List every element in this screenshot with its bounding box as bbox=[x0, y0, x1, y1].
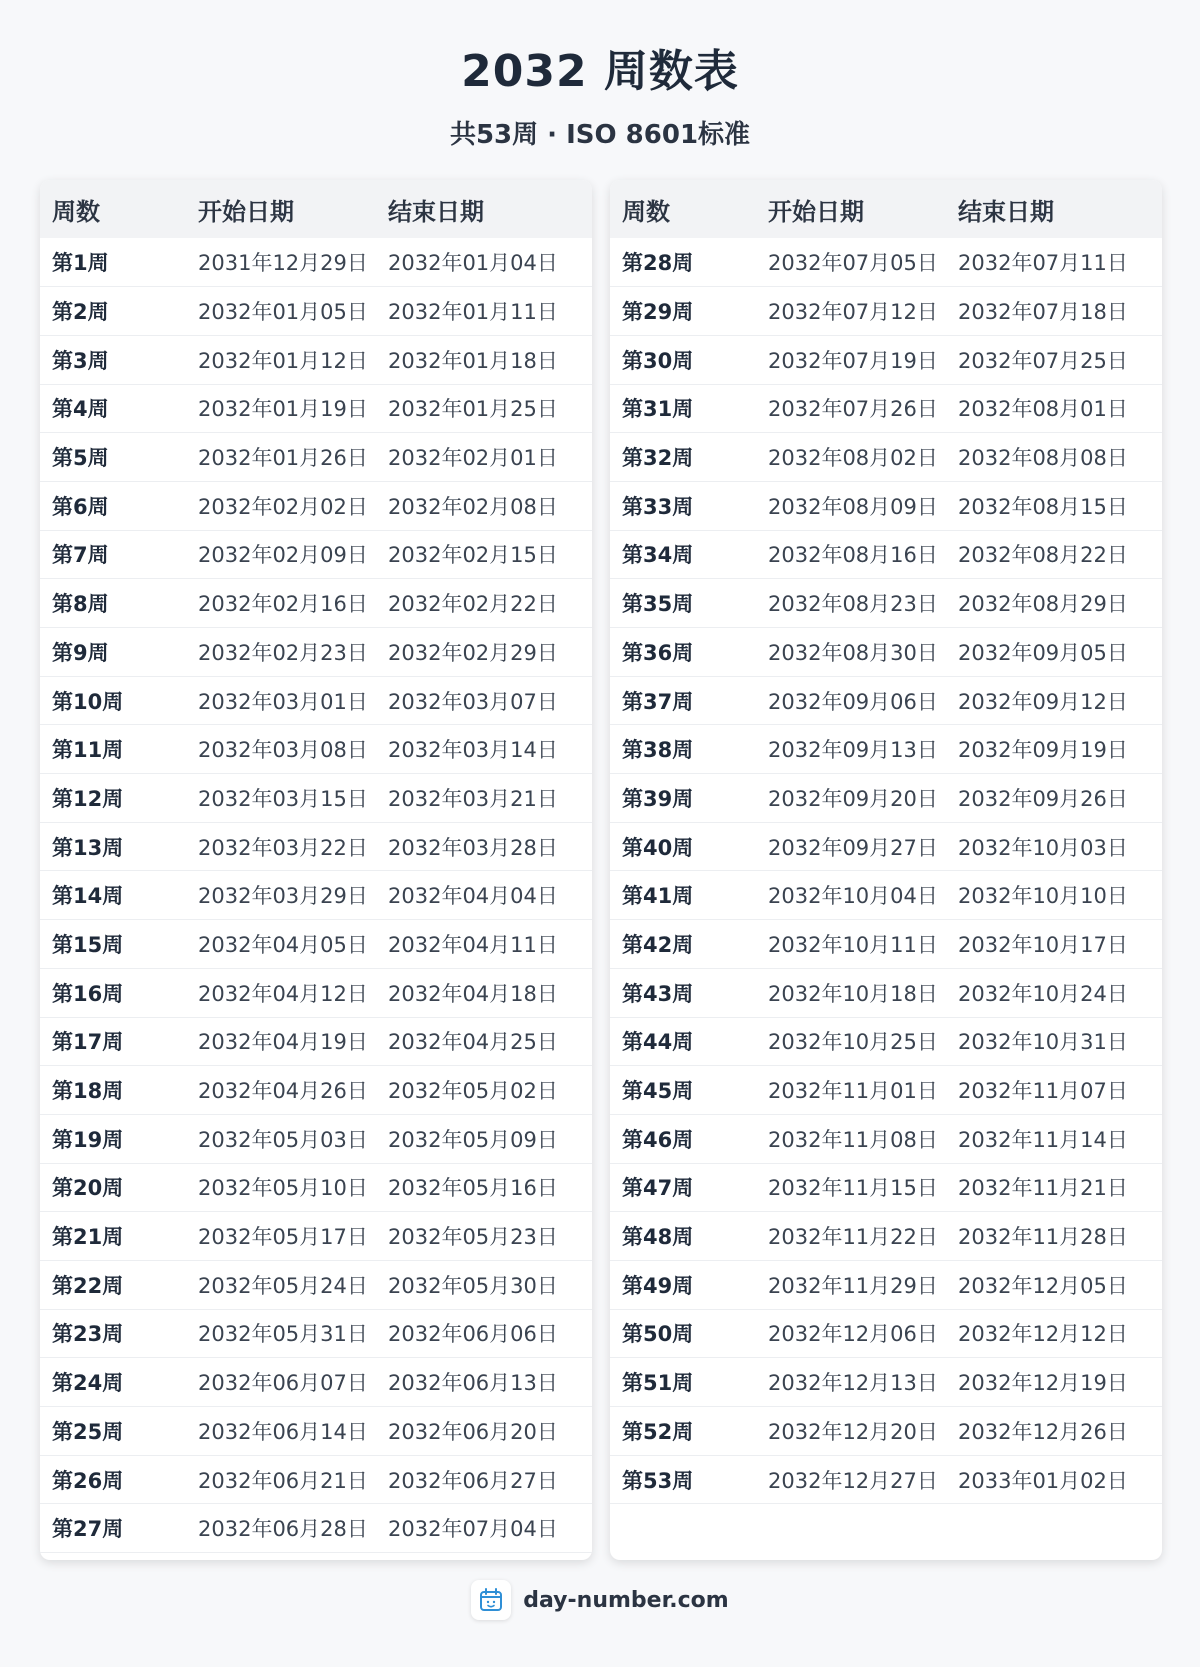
table-row bbox=[40, 871, 592, 920]
table-row bbox=[610, 1260, 1162, 1309]
table-row bbox=[40, 481, 592, 530]
end-date-cell: 2032年08月22日 bbox=[958, 543, 1128, 568]
table-row bbox=[610, 335, 1162, 384]
table-row bbox=[610, 1358, 1162, 1407]
start-date-cell: 2032年09月06日 bbox=[768, 689, 938, 714]
week-cell: 第10周 bbox=[52, 689, 124, 714]
table-row bbox=[610, 1212, 1162, 1261]
table-row bbox=[610, 481, 1162, 530]
start-date-cell: 2032年06月21日 bbox=[198, 1468, 368, 1493]
week-cell: 第3周 bbox=[52, 348, 109, 373]
end-date-cell: 2032年01月11日 bbox=[388, 300, 558, 325]
week-cell: 第15周 bbox=[52, 932, 124, 957]
table-row bbox=[610, 628, 1162, 677]
week-cell: 第34周 bbox=[622, 543, 694, 568]
start-date-cell: 2032年12月06日 bbox=[768, 1322, 938, 1347]
end-date-cell: 2032年06月13日 bbox=[388, 1371, 558, 1396]
table-row bbox=[610, 287, 1162, 336]
week-cell: 第41周 bbox=[622, 884, 694, 909]
end-date-cell: 2032年09月19日 bbox=[958, 738, 1128, 763]
end-date-cell: 2032年04月04日 bbox=[388, 884, 558, 909]
week-cell: 第14周 bbox=[52, 884, 124, 909]
end-date-cell: 2032年07月04日 bbox=[388, 1517, 558, 1542]
week-cell: 第4周 bbox=[52, 397, 109, 422]
week-cell: 第52周 bbox=[622, 1419, 694, 1444]
week-cell: 第26周 bbox=[52, 1468, 124, 1493]
week-cell: 第44周 bbox=[622, 1030, 694, 1055]
week-cell: 第11周 bbox=[52, 738, 124, 763]
end-date-cell: 2032年10月03日 bbox=[958, 835, 1128, 860]
end-date-cell: 2032年12月26日 bbox=[958, 1419, 1128, 1444]
table-row bbox=[40, 774, 592, 823]
table-row bbox=[40, 530, 592, 579]
end-date-cell: 2032年05月09日 bbox=[388, 1127, 558, 1152]
start-date-cell: 2032年01月05日 bbox=[198, 300, 368, 325]
start-date-cell: 2032年07月12日 bbox=[768, 300, 938, 325]
week-table-panel-left bbox=[40, 180, 592, 1560]
week-cell: 第42周 bbox=[622, 932, 694, 957]
week-cell: 第12周 bbox=[52, 786, 124, 811]
start-date-cell: 2032年11月29日 bbox=[768, 1273, 938, 1298]
table-row bbox=[40, 1260, 592, 1309]
week-cell: 第49周 bbox=[622, 1273, 694, 1298]
end-date-cell: 2032年11月28日 bbox=[958, 1225, 1128, 1250]
end-date-cell: 2032年06月06日 bbox=[388, 1322, 558, 1347]
start-date-cell: 2032年03月29日 bbox=[198, 884, 368, 909]
week-cell: 第37周 bbox=[622, 689, 694, 714]
end-date-cell: 2032年11月14日 bbox=[958, 1127, 1128, 1152]
week-table-left bbox=[40, 180, 592, 1553]
end-date-cell: 2032年01月18日 bbox=[388, 348, 558, 373]
table-row bbox=[610, 871, 1162, 920]
table-row bbox=[40, 628, 592, 677]
week-cell: 第38周 bbox=[622, 738, 694, 763]
start-date-cell: 2032年07月19日 bbox=[768, 348, 938, 373]
end-date-cell: 2032年12月05日 bbox=[958, 1273, 1128, 1298]
table-row bbox=[610, 725, 1162, 774]
start-date-cell: 2032年03月22日 bbox=[198, 835, 368, 860]
week-cell: 第25周 bbox=[52, 1419, 124, 1444]
table-row bbox=[610, 1455, 1162, 1504]
week-cell: 第9周 bbox=[52, 640, 109, 665]
week-cell: 第8周 bbox=[52, 592, 109, 617]
end-date-cell: 2032年05月23日 bbox=[388, 1225, 558, 1250]
page-subtitle: 共53周 · ISO 8601标准 bbox=[449, 120, 751, 150]
end-date-cell: 2032年01月04日 bbox=[388, 251, 558, 276]
start-date-cell: 2032年09月20日 bbox=[768, 786, 938, 811]
table-row bbox=[610, 1407, 1162, 1456]
start-date-cell: 2032年05月10日 bbox=[198, 1176, 368, 1201]
start-date-cell: 2032年12月27日 bbox=[768, 1468, 938, 1493]
start-date-cell: 2032年09月27日 bbox=[768, 835, 938, 860]
table-header-row bbox=[40, 180, 592, 238]
end-date-cell: 2032年09月12日 bbox=[958, 689, 1128, 714]
start-date-cell: 2032年05月24日 bbox=[198, 1273, 368, 1298]
header-week: 周数 bbox=[622, 197, 670, 226]
start-date-cell: 2032年05月17日 bbox=[198, 1225, 368, 1250]
end-date-cell: 2032年02月01日 bbox=[388, 446, 558, 471]
week-table-panel-right bbox=[610, 180, 1162, 1560]
week-cell: 第46周 bbox=[622, 1127, 694, 1152]
table-row bbox=[40, 1407, 592, 1456]
week-cell: 第18周 bbox=[52, 1079, 124, 1104]
start-date-cell: 2032年12月13日 bbox=[768, 1371, 938, 1396]
start-date-cell: 2032年12月20日 bbox=[768, 1419, 938, 1444]
start-date-cell: 2032年07月26日 bbox=[768, 397, 938, 422]
calendar-face-icon bbox=[471, 1580, 511, 1620]
week-cell: 第22周 bbox=[52, 1273, 124, 1298]
table-row bbox=[40, 725, 592, 774]
table-row bbox=[610, 1017, 1162, 1066]
start-date-cell: 2032年11月08日 bbox=[768, 1127, 938, 1152]
week-table-right-body bbox=[610, 238, 1162, 1504]
week-cell: 第29周 bbox=[622, 300, 694, 325]
start-date-cell: 2031年12月29日 bbox=[198, 251, 368, 276]
week-cell: 第24周 bbox=[52, 1371, 124, 1396]
end-date-cell: 2032年07月25日 bbox=[958, 348, 1128, 373]
week-cell: 第40周 bbox=[622, 835, 694, 860]
table-row bbox=[40, 1066, 592, 1115]
table-row bbox=[40, 433, 592, 482]
end-date-cell: 2032年12月19日 bbox=[958, 1371, 1128, 1396]
start-date-cell: 2032年11月01日 bbox=[768, 1079, 938, 1104]
week-cell: 第36周 bbox=[622, 640, 694, 665]
start-date-cell: 2032年06月14日 bbox=[198, 1419, 368, 1444]
start-date-cell: 2032年01月19日 bbox=[198, 397, 368, 422]
week-cell: 第47周 bbox=[622, 1176, 694, 1201]
header-week: 周数 bbox=[52, 197, 100, 226]
table-row bbox=[40, 335, 592, 384]
table-row bbox=[40, 1114, 592, 1163]
page-title: 2032 周数表 bbox=[461, 46, 739, 97]
header-start-date: 开始日期 bbox=[768, 197, 864, 226]
end-date-cell: 2032年10月31日 bbox=[958, 1030, 1128, 1055]
table-row bbox=[40, 1455, 592, 1504]
table-row bbox=[40, 1163, 592, 1212]
start-date-cell: 2032年08月23日 bbox=[768, 592, 938, 617]
header-end-date: 结束日期 bbox=[388, 197, 484, 226]
table-row bbox=[610, 579, 1162, 628]
week-cell: 第16周 bbox=[52, 981, 124, 1006]
table-row bbox=[610, 822, 1162, 871]
end-date-cell: 2032年11月21日 bbox=[958, 1176, 1128, 1201]
end-date-cell: 2032年08月01日 bbox=[958, 397, 1128, 422]
end-date-cell: 2032年02月22日 bbox=[388, 592, 558, 617]
week-cell: 第43周 bbox=[622, 981, 694, 1006]
table-row bbox=[40, 1358, 592, 1407]
table-row bbox=[610, 920, 1162, 969]
week-cell: 第27周 bbox=[52, 1517, 124, 1542]
end-date-cell: 2032年10月17日 bbox=[958, 932, 1128, 957]
end-date-cell: 2032年09月05日 bbox=[958, 640, 1128, 665]
table-row bbox=[610, 968, 1162, 1017]
start-date-cell: 2032年03月15日 bbox=[198, 786, 368, 811]
table-row bbox=[610, 676, 1162, 725]
end-date-cell: 2032年02月29日 bbox=[388, 640, 558, 665]
start-date-cell: 2032年02月02日 bbox=[198, 494, 368, 519]
week-table-right bbox=[610, 180, 1162, 1504]
table-row bbox=[40, 920, 592, 969]
brand-link[interactable]: day-number.com bbox=[523, 1587, 729, 1613]
start-date-cell: 2032年02月23日 bbox=[198, 640, 368, 665]
footer bbox=[0, 1580, 1200, 1620]
table-row bbox=[40, 1212, 592, 1261]
end-date-cell: 2032年03月14日 bbox=[388, 738, 558, 763]
week-cell: 第50周 bbox=[622, 1322, 694, 1347]
start-date-cell: 2032年06月07日 bbox=[198, 1371, 368, 1396]
table-row bbox=[610, 1309, 1162, 1358]
week-cell: 第53周 bbox=[622, 1468, 694, 1493]
table-row bbox=[40, 676, 592, 725]
table-row bbox=[40, 968, 592, 1017]
end-date-cell: 2032年08月29日 bbox=[958, 592, 1128, 617]
start-date-cell: 2032年08月30日 bbox=[768, 640, 938, 665]
start-date-cell: 2032年01月26日 bbox=[198, 446, 368, 471]
end-date-cell: 2032年04月18日 bbox=[388, 981, 558, 1006]
week-cell: 第51周 bbox=[622, 1371, 694, 1396]
end-date-cell: 2032年05月02日 bbox=[388, 1079, 558, 1104]
end-date-cell: 2033年01月02日 bbox=[958, 1468, 1128, 1493]
week-cell: 第30周 bbox=[622, 348, 694, 373]
end-date-cell: 2032年01月25日 bbox=[388, 397, 558, 422]
start-date-cell: 2032年08月02日 bbox=[768, 446, 938, 471]
start-date-cell: 2032年10月25日 bbox=[768, 1030, 938, 1055]
table-row bbox=[610, 530, 1162, 579]
week-table-left-body bbox=[40, 238, 592, 1553]
end-date-cell: 2032年03月07日 bbox=[388, 689, 558, 714]
week-cell: 第33周 bbox=[622, 494, 694, 519]
end-date-cell: 2032年04月11日 bbox=[388, 932, 558, 957]
start-date-cell: 2032年05月03日 bbox=[198, 1127, 368, 1152]
week-cell: 第2周 bbox=[52, 300, 109, 325]
table-row bbox=[610, 384, 1162, 433]
week-cell: 第17周 bbox=[52, 1030, 124, 1055]
start-date-cell: 2032年11月15日 bbox=[768, 1176, 938, 1201]
header-end-date: 结束日期 bbox=[958, 197, 1054, 226]
week-cell: 第23周 bbox=[52, 1322, 124, 1347]
table-row bbox=[40, 822, 592, 871]
table-row bbox=[610, 774, 1162, 823]
end-date-cell: 2032年07月18日 bbox=[958, 300, 1128, 325]
start-date-cell: 2032年04月12日 bbox=[198, 981, 368, 1006]
week-cell: 第28周 bbox=[622, 251, 694, 276]
week-cell: 第32周 bbox=[622, 446, 694, 471]
end-date-cell: 2032年10月24日 bbox=[958, 981, 1128, 1006]
end-date-cell: 2032年04月25日 bbox=[388, 1030, 558, 1055]
end-date-cell: 2032年03月28日 bbox=[388, 835, 558, 860]
week-cell: 第31周 bbox=[622, 397, 694, 422]
table-row bbox=[40, 1309, 592, 1358]
week-cell: 第5周 bbox=[52, 446, 109, 471]
table-row bbox=[610, 1163, 1162, 1212]
start-date-cell: 2032年04月05日 bbox=[198, 932, 368, 957]
end-date-cell: 2032年05月16日 bbox=[388, 1176, 558, 1201]
week-cell: 第1周 bbox=[52, 251, 109, 276]
week-cell: 第13周 bbox=[52, 835, 124, 860]
start-date-cell: 2032年03月08日 bbox=[198, 738, 368, 763]
start-date-cell: 2032年04月19日 bbox=[198, 1030, 368, 1055]
end-date-cell: 2032年12月12日 bbox=[958, 1322, 1128, 1347]
start-date-cell: 2032年02月09日 bbox=[198, 543, 368, 568]
start-date-cell: 2032年05月31日 bbox=[198, 1322, 368, 1347]
week-cell: 第39周 bbox=[622, 786, 694, 811]
end-date-cell: 2032年06月27日 bbox=[388, 1468, 558, 1493]
start-date-cell: 2032年07月05日 bbox=[768, 251, 938, 276]
start-date-cell: 2032年06月28日 bbox=[198, 1517, 368, 1542]
start-date-cell: 2032年08月09日 bbox=[768, 494, 938, 519]
end-date-cell: 2032年08月08日 bbox=[958, 446, 1128, 471]
start-date-cell: 2032年09月13日 bbox=[768, 738, 938, 763]
week-cell: 第20周 bbox=[52, 1176, 124, 1201]
week-cell: 第48周 bbox=[622, 1225, 694, 1250]
start-date-cell: 2032年10月18日 bbox=[768, 981, 938, 1006]
table-row bbox=[40, 1504, 592, 1553]
end-date-cell: 2032年10月10日 bbox=[958, 884, 1128, 909]
start-date-cell: 2032年10月11日 bbox=[768, 932, 938, 957]
end-date-cell: 2032年02月15日 bbox=[388, 543, 558, 568]
start-date-cell: 2032年03月01日 bbox=[198, 689, 368, 714]
table-row bbox=[40, 287, 592, 336]
table-header-row bbox=[610, 180, 1162, 238]
end-date-cell: 2032年02月08日 bbox=[388, 494, 558, 519]
end-date-cell: 2032年08月15日 bbox=[958, 494, 1128, 519]
header-start-date: 开始日期 bbox=[198, 197, 294, 226]
week-cell: 第35周 bbox=[622, 592, 694, 617]
end-date-cell: 2032年03月21日 bbox=[388, 786, 558, 811]
week-cell: 第19周 bbox=[52, 1127, 124, 1152]
start-date-cell: 2032年10月04日 bbox=[768, 884, 938, 909]
week-cell: 第45周 bbox=[622, 1079, 694, 1104]
start-date-cell: 2032年04月26日 bbox=[198, 1079, 368, 1104]
table-row bbox=[610, 1114, 1162, 1163]
week-cell: 第7周 bbox=[52, 543, 109, 568]
table-row bbox=[610, 1066, 1162, 1115]
end-date-cell: 2032年07月11日 bbox=[958, 251, 1128, 276]
start-date-cell: 2032年08月16日 bbox=[768, 543, 938, 568]
table-row bbox=[610, 433, 1162, 482]
start-date-cell: 2032年02月16日 bbox=[198, 592, 368, 617]
table-row bbox=[40, 238, 592, 287]
end-date-cell: 2032年09月26日 bbox=[958, 786, 1128, 811]
start-date-cell: 2032年11月22日 bbox=[768, 1225, 938, 1250]
week-cell: 第6周 bbox=[52, 494, 109, 519]
table-row bbox=[610, 238, 1162, 287]
end-date-cell: 2032年05月30日 bbox=[388, 1273, 558, 1298]
start-date-cell: 2032年01月12日 bbox=[198, 348, 368, 373]
week-cell: 第21周 bbox=[52, 1225, 124, 1250]
end-date-cell: 2032年06月20日 bbox=[388, 1419, 558, 1444]
table-row bbox=[40, 384, 592, 433]
end-date-cell: 2032年11月07日 bbox=[958, 1079, 1128, 1104]
table-row bbox=[40, 1017, 592, 1066]
table-row bbox=[40, 579, 592, 628]
